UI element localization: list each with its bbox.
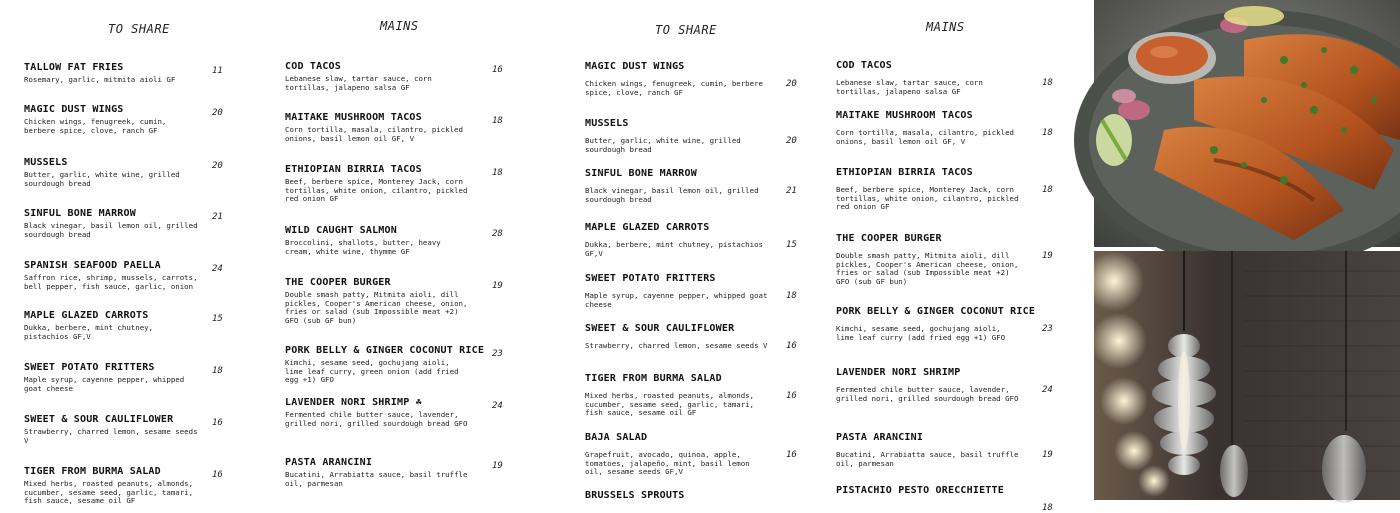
menu-item-description: Double smash patty, Mitmita aioli, dill pickles, Cooper's American cheese, onion, fries or salad (sub Impossible meat +2) GFO (sub GF bun) [285, 290, 468, 325]
menu-item-price: 18 [1042, 78, 1053, 88]
menu-item [24, 414, 232, 445]
menu-item-price: 20 [212, 161, 223, 171]
menu-item-name: COD TACOS [836, 60, 892, 71]
menu-item [585, 490, 806, 501]
menu-item-description: Lebanese slaw, tartar sauce, corn tortillas, jalapeno salsa GF [285, 74, 432, 92]
menu-item-description: Lebanese slaw, tartar sauce, corn tortillas, jalapeno salsa GF [836, 78, 983, 96]
menu-item-name: COD TACOS [285, 61, 341, 72]
menu-item-name: BAJA SALAD [585, 432, 648, 443]
section-title: MAINS [380, 19, 419, 33]
menu-item-name: ETHIOPIAN BIRRIA TACOS [285, 164, 422, 175]
menu-item [836, 60, 1062, 96]
menu-item-price: 18 [1042, 128, 1053, 138]
menu-item-name: SINFUL BONE MARROW [585, 168, 697, 179]
menu-item-price: 16 [212, 418, 223, 428]
menu-item-name: PASTA ARANCINI [285, 457, 373, 468]
menu-item-description: Kimchi, sesame seed, gochujang aioli, lime leaf curry, green onion (add fried egg +1) GFO [285, 358, 459, 385]
menu-item-description: Grapefruit, avocado, quinoa, apple, tomatoes, jalapeño, mint, basil lemon oil, sesame seeds GF,V [585, 450, 750, 477]
menu-item [836, 306, 1062, 342]
menu-item-price: 23 [1042, 324, 1053, 334]
menu-item-price: 18 [492, 116, 503, 126]
section-title: MAINS [926, 20, 965, 34]
menu-item-price: 16 [492, 65, 503, 75]
panel2-mains-column [810, 0, 1094, 513]
birria-tacos-photo [1094, 0, 1400, 247]
menu-item-name: MAPLE GLAZED CARROTS [585, 222, 710, 233]
menu-item-description: Butter, garlic, white wine, grilled sourdough bread [585, 136, 741, 154]
panel1-to-share-column [0, 0, 262, 506]
menu-item-description: Beef, berbere spice, Monterey Jack, corn tortillas, white onion, cilantro, pickled red onion GF [836, 185, 1019, 212]
menu-item [285, 397, 512, 428]
menu-item-description: Mixed herbs, roasted peanuts, almonds, cucumber, sesame seed, garlic, tamari, fish sauce, sesame oil GF [585, 391, 755, 418]
menu-item [585, 61, 806, 97]
menu-item-price: 21 [212, 212, 223, 222]
menu-item-name: MAITAKE MUSHROOM TACOS [285, 112, 422, 123]
menu-item-description: Black vinegar, basil lemon oil, grilled sourdough bread [24, 221, 198, 239]
menu-item [24, 208, 232, 239]
panel2-to-share-column [546, 0, 810, 500]
menu-item-description: Strawberry, charred lemon, sesame seeds V [24, 427, 198, 445]
menu-item [836, 110, 1062, 146]
menu-item-price: 24 [1042, 385, 1053, 395]
menu-item [836, 167, 1062, 212]
menu-item-price: 18 [786, 291, 797, 301]
menu-item [585, 168, 806, 204]
menu-item-description: Dukka, berbere, mint chutney, pistachios GF,V [24, 323, 154, 341]
menu-item-description: Fermented chile butter sauce, lavender, grilled nori, grilled sourdough bread GFO [836, 385, 1019, 403]
menu-item-description: Bucatini, Arrabiatta sauce, basil truffle oil, parmesan [285, 470, 468, 488]
menu-item [285, 457, 512, 488]
menu-item-price: 19 [492, 461, 503, 471]
menu-item-price: 18 [1042, 503, 1053, 513]
menu-item-price: 16 [212, 470, 223, 480]
menu-item [585, 432, 806, 477]
menu-item [585, 373, 806, 418]
menu-item-name: SWEET POTATO FRITTERS [24, 362, 155, 373]
menu-item-description: Fermented chile butter sauce, lavender, grilled nori, grilled sourdough bread GFO [285, 410, 468, 428]
menu-item [285, 164, 512, 204]
menu-item-price: 18 [1042, 185, 1053, 195]
menu-item-description: Mixed herbs, roasted peanuts, almonds, cucumber, sesame seed, garlic, tamari, fish sauce, sesame oil GF [24, 479, 194, 506]
menu-item [24, 362, 232, 393]
menu-item-description: Bucatini, Arrabiatta sauce, basil truffle oil, parmesan [836, 450, 1019, 468]
menu-item-description: Saffron rice, shrimp, mussels, carrots, bell pepper, fish sauce, garlic, onion [24, 273, 198, 291]
menu-item-price: 15 [212, 314, 223, 324]
menu-item-name: LAVENDER NORI SHRIMP ☘ [285, 397, 422, 408]
menu-item-price: 16 [786, 341, 797, 351]
menu-item-description: Broccolini, shallots, butter, heavy cream, white wine, thymme GF [285, 238, 441, 256]
menu-item-price: 20 [786, 79, 797, 89]
menu-item-name: MAITAKE MUSHROOM TACOS [836, 110, 973, 121]
menu-item-price: 21 [786, 186, 797, 196]
menu-item-name: SWEET & SOUR CAULIFLOWER [585, 323, 735, 334]
menu-item-name: THE COOPER BURGER [285, 277, 391, 288]
menu-item-name: ETHIOPIAN BIRRIA TACOS [836, 167, 973, 178]
menu-item [285, 225, 512, 256]
menu-item [585, 118, 806, 154]
menu-item-price: 19 [1042, 251, 1053, 261]
menu-item-description: Chicken wings, fenugreek, cumin, berbere spice, clove, ranch GF [24, 117, 167, 135]
menu-item-name: LAVENDER NORI SHRIMP [836, 367, 961, 378]
menu-item-price: 19 [1042, 450, 1053, 460]
menu-item-description: Black vinegar, basil lemon oil, grilled sourdough bread [585, 186, 759, 204]
menu-item-name: PASTA ARANCINI [836, 432, 924, 443]
menu-item-name: MUSSELS [24, 157, 68, 168]
menu-item-price: 19 [492, 281, 503, 291]
menu-item [24, 62, 232, 85]
menu-item [24, 310, 232, 341]
menu-item-name: SINFUL BONE MARROW [24, 208, 136, 219]
menu-item-price: 24 [212, 264, 223, 274]
menu-item-name: THE COOPER BURGER [836, 233, 942, 244]
menu-item-name: PORK BELLY & GINGER COCONUT RICE [836, 306, 1036, 317]
menu-item-name: TIGER FROM BURMA SALAD [585, 373, 722, 384]
menu-item-description: Butter, garlic, white wine, grilled sourdough bread [24, 170, 180, 188]
menu-item [285, 277, 512, 325]
menu-item-name: MAGIC DUST WINGS [585, 61, 685, 72]
panel1-mains-column [262, 0, 546, 500]
menu-item-description: Corn tortilla, masala, cilantro, pickled onions, basil lemon oil GF, V [285, 125, 463, 143]
menu-item-description: Strawberry, charred lemon, sesame seeds V [585, 341, 768, 350]
menu-item-name: BRUSSELS SPROUTS [585, 490, 685, 501]
menu-item-price: 28 [492, 229, 503, 239]
menu-item [836, 432, 1062, 468]
menu-item-name: MAPLE GLAZED CARROTS [24, 310, 149, 321]
menu-item [285, 112, 512, 143]
menu-item-name: TALLOW FAT FRIES [24, 62, 124, 73]
menu-item [585, 222, 806, 258]
menu-item-name: TIGER FROM BURMA SALAD [24, 466, 161, 477]
menu-item-name: PORK BELLY & GINGER COCONUT RICE [285, 345, 485, 356]
menu-item-price: 23 [492, 349, 503, 359]
menu-item-description: Beef, berbere spice, Monterey Jack, corn tortillas, white onion, cilantro, pickled red onion GF [285, 177, 468, 204]
menu-item [24, 260, 232, 291]
menu-item-price: 11 [212, 66, 223, 76]
menu-item [24, 104, 232, 135]
section-title: TO SHARE [108, 22, 170, 36]
menu-item-name: WILD CAUGHT SALMON [285, 225, 397, 236]
menu-item-price: 20 [786, 136, 797, 146]
menu-item-name: MUSSELS [585, 118, 629, 129]
menu-item [836, 485, 1062, 513]
menu-item-name: MAGIC DUST WINGS [24, 104, 124, 115]
menu-item-name: PISTACHIO PESTO ORECCHIETTE [836, 485, 1004, 496]
menu-item [24, 157, 232, 188]
menu-item [285, 61, 512, 92]
menu-item-name: SPANISH SEAFOOD PAELLA [24, 260, 161, 271]
menu-item-name: SWEET POTATO FRITTERS [585, 273, 716, 284]
menu-item-description: Kimchi, sesame seed, gochujang aioli, lime leaf curry (add fried egg +1) GFO [836, 324, 1006, 342]
menu-item-price: 16 [786, 450, 797, 460]
menu-item-description: Rosemary, garlic, mitmita aioli GF [24, 75, 176, 84]
menu-item [24, 466, 232, 506]
menu-item [836, 233, 1062, 286]
menu-item-price: 16 [786, 391, 797, 401]
menu-item-price: 20 [212, 108, 223, 118]
menu-item-description: Corn tortilla, masala, cilantro, pickled onions, basil lemon oil GF, V [836, 128, 1014, 146]
menu-item-description: Chicken wings, fenugreek, cumin, berbere spice, clove, ranch GF [585, 79, 763, 97]
menu-item-price: 18 [492, 168, 503, 178]
menu-item [585, 323, 806, 351]
menu-item-description: Maple syrup, cayenne pepper, whipped goat cheese [24, 375, 185, 393]
menu-item-name: SWEET & SOUR CAULIFLOWER [24, 414, 174, 425]
pendant-lamp-photo [1094, 251, 1400, 500]
menu-item-price: 18 [212, 366, 223, 376]
menu-item [836, 367, 1062, 403]
section-title: TO SHARE [655, 23, 717, 37]
menu-item-description: Double smash patty, Mitmita aioli, dill pickles, Cooper's American cheese, onion, fries or salad (sub Impossible meat +2) GFO (sub GF bun) [836, 251, 1019, 286]
menu-item-price: 24 [492, 401, 503, 411]
menu-item [585, 273, 806, 309]
menu-item-description: Maple syrup, cayenne pepper, whipped goat cheese [585, 291, 768, 309]
menu-item [285, 345, 512, 385]
menu-item-description: Dukka, berbere, mint chutney, pistachios GF,V [585, 240, 763, 258]
menu-item-price: 15 [786, 240, 797, 250]
